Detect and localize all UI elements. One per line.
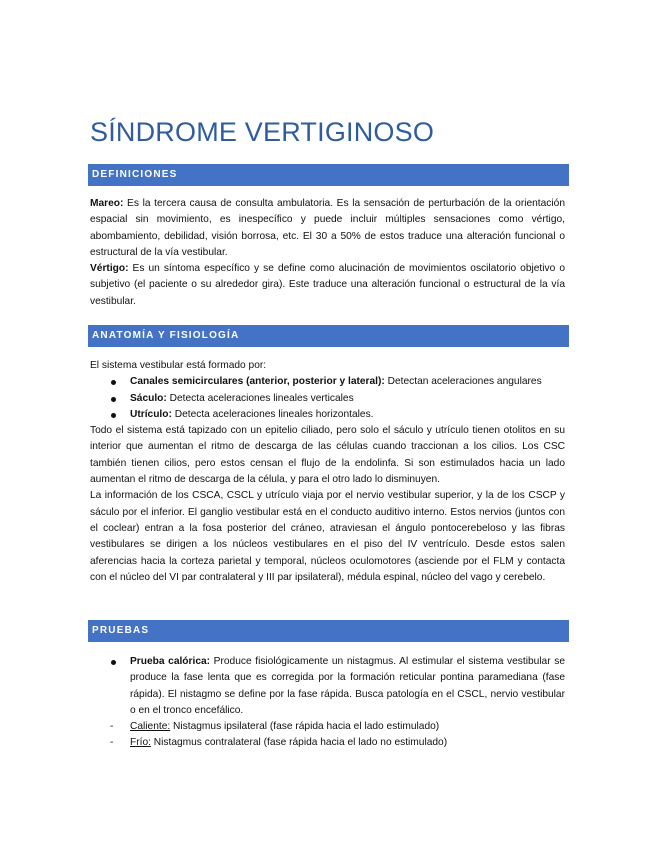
bullet-icon [111,413,116,418]
list-item [90,391,565,407]
pruebas-content [90,654,565,752]
prueba-calorica-paragraph [130,654,565,719]
anatomia-paragraph-2: La información de los CSCA, CSCL y utrículo viaja por el nervio vestibular superior, y la de los CSCP y sáculo por el inferior. El ganglio vestibular está en el conducto auditivo interno. Estos nervios (juntos con el coclear) entran a la fosa posterior del cráneo, atraviesan el ángulo pontocerebeloso y las fibras vestibulares se dirigen a los núcleos vestibulares en el piso del IV ventrículo. Desde estos salen aferencias hacia la corteza parietal y temporal, núcleos oculomotores (asciende por el FLM y contacta con el núcleo del VI par contralateral y III par ipsilateral), médula espinal, núcleo del vago y cerebelo. [90,490,565,583]
list-item [90,735,565,751]
list-item [90,407,565,423]
section-heading-anatomia: ANATOMÍA Y FISIOLOGÍA [88,325,569,347]
list-item [90,374,565,390]
bullet-icon [111,380,116,385]
anatomia-paragraph-1: Todo el sistema está tapizado con un epitelio ciliado, pero solo el sáculo y utrículo tienen otolitos en su interior que aumentan el ritmo de descarga de las células cuando traccionan a los cilios. Los CSC también tienen cilios, pero estos censan el flujo de la endolinfa. Si son estimulados hacia un lado aumentan el ritmo de descarga de la célula, y para el otro lado lo disminuyen. [90,425,565,486]
anatomia-intro: El sistema vestibular está formado por: [90,360,267,371]
subitem-text: Nistagmus ipsilateral (fase rápida hacia el lado estimulado) [170,721,440,733]
item-text: Detectan aceleraciones angulares [384,376,542,388]
page-title: SÍNDROME VERTIGINOSO [90,117,435,147]
vertigo-paragraph [90,261,565,310]
mareo-term: Mareo: [90,198,124,209]
item-text: Detecta aceleraciones lineales horizontales. [171,408,374,420]
section-heading-pruebas: PRUEBAS [88,620,569,642]
section-heading-definiciones: DEFINICIONES [88,164,569,186]
item-term: Canales semicirculares (anterior, posterior y lateral): [130,376,385,388]
bullet-icon [111,660,116,665]
list-item [90,654,565,719]
dash-marker: - [110,721,114,733]
subitem-term: Frío: [130,737,151,749]
vertigo-text: Es un síntoma específico y se define como alucinación de movimientos oscilatorio objetivo o subjetivo (el paciente o su alrededor gira). Este traduce una alteración funcional o estructural de la vía vestibular. [90,263,565,307]
dash-marker: - [110,737,114,749]
item-text: Detecta aceleraciones lineales verticales [166,392,354,404]
subitem-text: Nistagmus contralateral (fase rápida hacia el lado no estimulado) [150,737,448,749]
vertigo-term: Vértigo: [90,263,129,275]
definiciones-content [90,196,565,310]
prueba-calorica-subitems [90,719,565,752]
mareo-paragraph [90,196,565,261]
pruebas-list [90,654,565,719]
subitem-term: Caliente: [130,721,171,733]
bullet-icon [111,397,116,402]
item-text: Produce fisiológicamente un nistagmus. Al estimular el sistema vestibular se produce la fase lenta que es corregida por la formación reticular pontina paramediana (fase rápida). El nistagmo se define por la fase rápida. Busca patología en el CSCL, nervio vestibular o en el tronco encefálico. [130,656,565,716]
vestibular-components-list [90,374,565,423]
list-item [90,719,565,735]
item-term: Prueba calórica: [130,656,211,667]
item-term: Sáculo: [130,392,167,404]
anatomia-content [90,358,565,586]
mareo-text: Es la tercera causa de consulta ambulatoria. Es la sensación de perturbación de la orientación espacial sin movimiento, es inespecífico y puede incluir múltiples sensaciones como vértigo, abombamiento, debilidad, visión borrosa, etc. El 30 a 50% de estos traduce una alteración funcional o estructural de la vía vestibular. [90,198,565,258]
item-term: Utrículo: [130,408,172,420]
